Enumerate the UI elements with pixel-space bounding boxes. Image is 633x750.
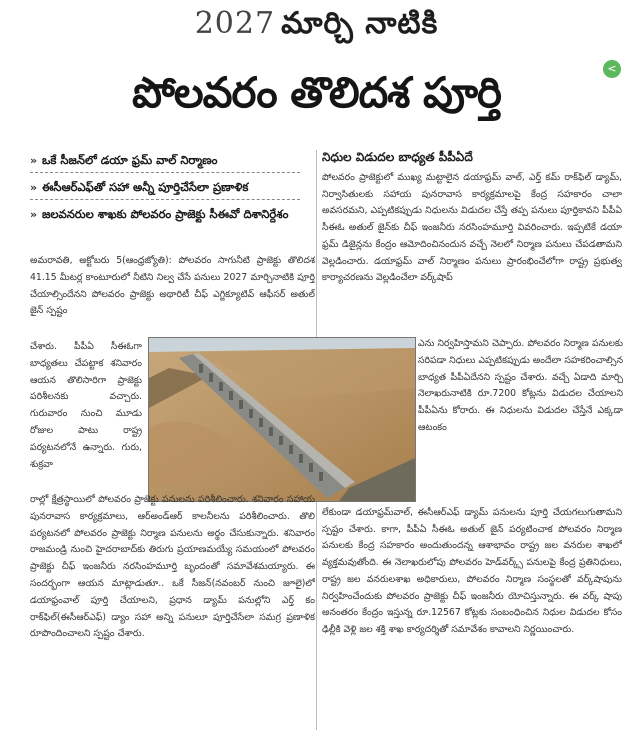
intro-text: పోలవరం సాగునీటి ప్రాజెక్టు తొలిదశ 41.15 మీటర్ల కాంటూరులో నీటిని నిల్వ చేసే పనులు 2027 మార్చినాటికి పూర్తి చేయాల్సిందేనని పోలవరం ప్రాజెక్టు అథారిటీ చీఫ్ ఎగ్జిక్యూటివ్ ఆఫీసర్ అతుల్ జైన్ స్పష్టం <box>30 255 315 317</box>
article-left-bottom: రాల్లో క్షేత్రస్థాయిలో పోలవరం ప్రాజెక్టు పనులను పరిశీలించారు. శనివారం సహాయ పునరావాస కార్యక్రమాలు, ఆర్‌అండ్‌ఆర్ కాలనీలను పరిశీలించారు. తొలి పర్యటనలో పోలవరం ప్రాజెక్టు నిర్మాణ పనులను అర్థం చేసుకున్నారు. శనివారం రాజమండ్రి నుంచి హైదరాబాద్‌కు తిరుగు ప్రయాణమయ్యే సమయంలో పోలవరం ప్రాజెక్టు చీఫ్ ఇంజనీరు నరసింహమూర్తి బృందంతో సమావేశమయ్యారు. ఈ సందర్భంగా ఆయన మాట్లాడుతూ.. ఒకే సీజన్(నవంబర్ నుంచి జూలై)లో డయాఫ్రంవాల్ పూర్తి చేయాలని, ప్రధాన డ్యామ్ పనుల్లోని ఎర్త్ కం రాక్‌ఫిల్(ఈసీఆర్‌ఎఫ్) డ్యాం సహా అన్ని పనులూ పూర్తిచేసేలా సమగ్ర ప్రణాళిక రూపొందించాలని స్పష్టం చేశారు. <box>30 494 315 640</box>
kicker-line <box>0 4 633 44</box>
kicker-year: 2027 <box>194 6 276 41</box>
right-subhead: నిధుల విడుదల బాధ్యత పీపీఏదే <box>322 150 473 164</box>
share-icon[interactable]: < <box>603 60 621 78</box>
bullet-item: » ఒకే సీజన్‌లో డయా ఫ్రమ్ వాల్ నిర్మాణం <box>30 150 300 173</box>
kicker-rest: మార్చి నాటికి <box>281 6 439 41</box>
bullet-item: » ఈసీఆర్‌ఎఫ్‌తో సహా అన్నీ పూర్తిచేసేలా ప్రణాళిక <box>30 177 300 200</box>
page-bottom-margin <box>0 735 633 750</box>
bullet-list <box>30 150 300 226</box>
article-right-bottom: లేకుండా డయాఫ్రమ్‌వాల్, ఈసీఆర్‌ఎఫ్ డ్యామ్ పనులను పూర్తి చేయగలుగుతామని స్పష్టం చేశారు. కాగా, పీపీఏ సీఈఓ అతుల్ జైన్ పర్యటించాక పోలవరం నిర్మాణ పనులకు కేంద్ర సహకారం అందుతుందన్న ఆశాభావం రాష్ట్ర జల వనరుల శాఖలో వ్యక్తమవుతోంది. ఈ నెలాఖరులోపు పోలవరం హెడ్‌వర్క్స్ పనులపై కేంద్ర ప్రతినిధులు, రాష్ట్ర జల వనరులశాఖ అధికారులు, పోలవరం నిర్మాణ సంస్థలతో వర్క్‌షాపును నిర్వహించేందుకు పోలవరం ప్రాజెక్టు చీఫ్ ఇంజనీరు యోచిస్తున్నారు. ఈ వర్క్ షాపు అనంతరం కేంద్రం ఇస్తున్న రూ.12567 కోట్లకు సంబంధించిన నిధుల విడుదల కోసం ఢిల్లీకి వెళ్లి జల శక్తి శాఖ కార్యదర్శితో సమావేశం కావాలని నిర్ణయించారు. <box>322 505 622 730</box>
article-right-narrow: ఎను నిర్వహిస్తామని చెప్పారు. పోలవరం నిర్మాణ పనులకు సరిపడా నిధులు ఎప్పటికప్పుడు అందేలా సహకరించాల్సిన బాధ్యత పీపీఏదేనని స్పష్టం చేశారు. వచ్చే ఏడాది మార్చి నెలాఖరునాటికి రూ.7200 కోట్లను విడుదల చేయాలని పీపీఏను కోరారు. ఈ నిధులను విడుదల చేస్తేనే ఎక్కడా ఆటంకం <box>418 336 623 502</box>
article-intro <box>30 253 315 339</box>
article-right-column: పోలవరం ప్రాజెక్టులో ముఖ్య మట్టాలైన డయాఫ్రమ్ వాల్, ఎర్త్ కమ్ రాక్‌ఫిల్ డ్యామ్, నిర్వాసితులకు సహాయ పునరావాస కార్యక్రమాలపై కేంద్ర సహకారం చాలా అవసరమని, ఎప్పటికప్పుడు నిధులను విడుదల చేస్తే తప్ప పనులు పూర్తికావని పీపీఏ సీఈఓ అతుల్ జైన్‌కు చీఫ్ ఇంజనీరు నరసింహమూర్తి వివరించారు. ఇప్పటికే డయా ఫ్రమ్ డిజైన్లను కేంద్రం ఆమోదించినందున వచ్చే నెలలో నిర్మాణ పనులు చేపడతామని వెల్లడించారు. డయాఫ్రమ్ వాల్ నిర్మాణం పనులు ప్రారంభించేలోగా రాష్ట్ర ప్రభుత్వ కార్యాచరణను వెల్లడించేలా వర్క్‌షాప్ <box>322 172 622 284</box>
bullet-item: » జలవనరుల శాఖకు పోలవరం ప్రాజెక్టు సీఈవో దిశానిర్దేశం <box>30 204 300 226</box>
dateline: అమరావతి, అక్టోబరు 5(ఆంధ్రజ్యోతి): <box>30 255 172 266</box>
headline: పోలవరం తొలిదశ పూర్తి <box>132 68 501 117</box>
article-left-narrow: చేశారు. పీపీఏ సీఈఓగా బాధ్యతలు చేపట్టాక శనివారం ఆయన తొలిసారిగా ప్రాజెక్టు పరిశీలనకు వచ్చారు. గురువారం నుంచి మూడు రోజుల పాటు రాష్ట్ర పర్యటనలోనే ఉన్నారు. గురు, శుక్రవా <box>30 341 142 470</box>
